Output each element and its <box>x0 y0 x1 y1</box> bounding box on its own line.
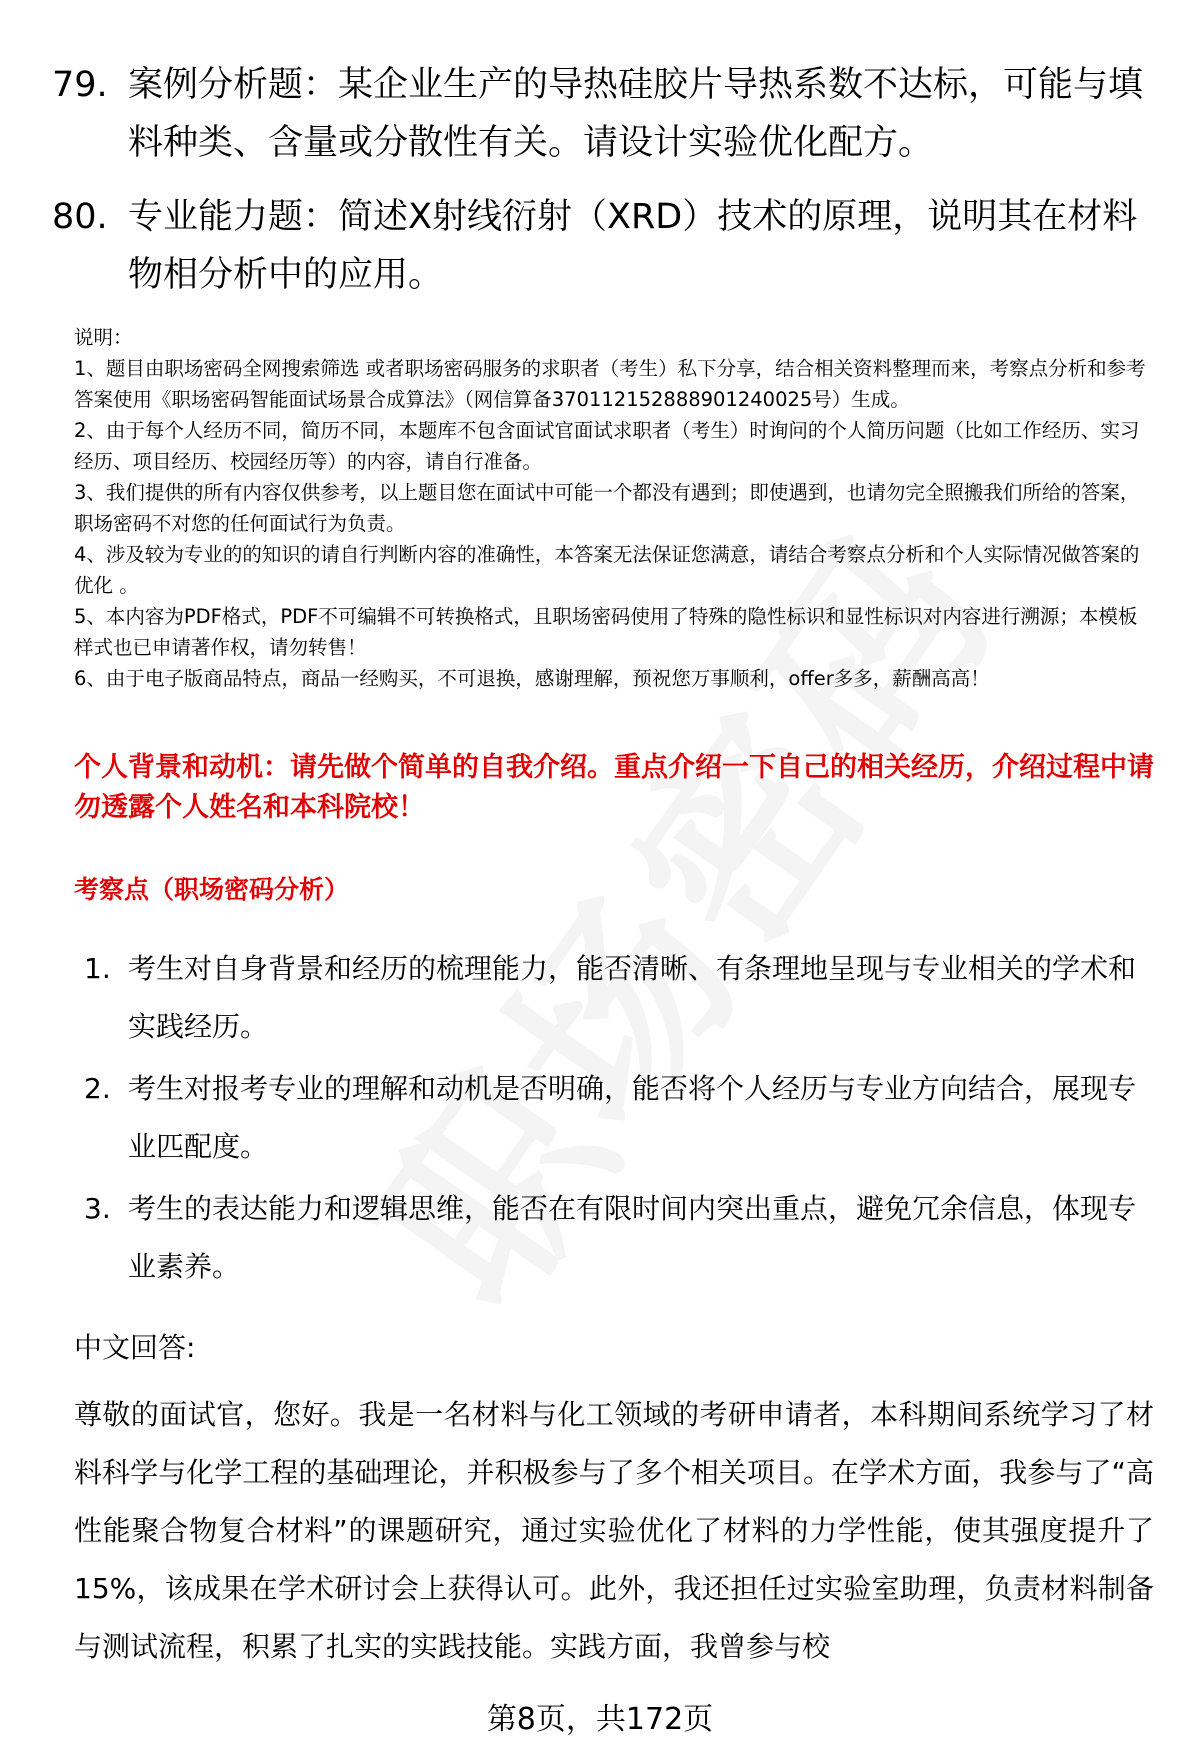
question-text: 专业能力题：简述X射线衍射（XRD）技术的原理，说明其在材料物相分析中的应用。 <box>128 197 1138 295</box>
list-item-text: 考生对自身背景和经历的梳理能力，能否清晰、有条理地呈现与专业相关的学术和实践经历。 <box>128 952 1137 1043</box>
list-item <box>84 1060 1159 1176</box>
notes-section <box>74 322 1154 694</box>
note-item: 5、本内容为PDF格式，PDF不可编辑不可转换格式，且职场密码使用了特殊的隐性标识和显性标识对内容进行溯源；本模板样式也已申请著作权，请勿转售！ <box>74 605 1138 659</box>
list-item-number: 3. <box>84 1192 111 1225</box>
list-item-number: 1. <box>84 952 111 985</box>
answer-text: 尊敬的面试官，您好。我是一名材料与化工领域的考研申请者，本科期间系统学习了材料科学与化学工程的基础理论，并积极参与了多个相关项目。在学术方面，我参与了“高性能聚合物复合材料”的课题研究，通过实验优化了材料的力学性能，使其强度提升了15%，该成果在学术研讨会上获得认可。此外，我还担任过实验室助理，负责材料制备与测试流程，积累了扎实的实践技能。实践方面，我曾参与校 <box>74 1398 1154 1663</box>
analysis-points-title: 考察点（职场密码分析） <box>74 875 350 904</box>
list-item <box>84 940 1159 1056</box>
question-number: 80. <box>52 197 108 237</box>
list-item <box>84 1180 1159 1296</box>
note-item: 2、由于每个人经历不同，简历不同，本题库不包含面试官面试求职者（考生）时询问的个人简历问题（比如工作经历、实习经历、项目经历、校园经历等）的内容，请自行准备。 <box>74 419 1140 473</box>
list-item-text: 考生对报考专业的理解和动机是否明确，能否将个人经历与专业方向结合，展现专业匹配度。 <box>128 1072 1137 1163</box>
question-79 <box>52 56 1152 172</box>
note-item: 4、涉及较为专业的的知识的请自行判断内容的准确性，本答案无法保证您满意，请结合考察点分析和个人实际情况做答案的优化 。 <box>74 543 1140 597</box>
analysis-points-list <box>84 940 1159 1300</box>
list-item-number: 2. <box>84 1072 111 1105</box>
page-footer: 第8页，共172页 <box>486 1702 714 1737</box>
question-text: 案例分析题：某企业生产的导热硅胶片导热系数不达标，可能与填料种类、含量或分散性有关。请设计实验优化配方。 <box>128 65 1144 163</box>
notes-title: 说明： <box>74 326 133 349</box>
question-80 <box>52 188 1152 304</box>
note-item: 3、我们提供的所有内容仅供参考，以上题目您在面试中可能一个都没有遇到；即使遇到，也请勿完全照搬我们所给的答案，职场密码不对您的任何面试行为负责。 <box>74 481 1140 535</box>
note-item: 1、题目由职场密码全网搜索筛选 或者职场密码服务的求职者（考生）私下分享，结合相关资料整理而来，考察点分析和参考答案使用《职场密码智能面试场景合成算法》（网信算备370112152888901240025号）生成。 <box>74 357 1146 411</box>
answer-label: 中文回答: <box>74 1331 196 1364</box>
list-item-text: 考生的表达能力和逻辑思维，能否在有限时间内突出重点，避免冗余信息，体现专业素养。 <box>128 1192 1137 1283</box>
note-item: 6、由于电子版商品特点，商品一经购买，不可退换，感谢理解，预祝您万事顺利，offer多多，薪酬高高！ <box>74 667 990 690</box>
question-heading: 个人背景和动机：请先做个简单的自我介绍。重点介绍一下自己的相关经历，介绍过程中请勿透露个人姓名和本科院校！ <box>74 752 1154 823</box>
question-number: 79. <box>52 65 108 105</box>
